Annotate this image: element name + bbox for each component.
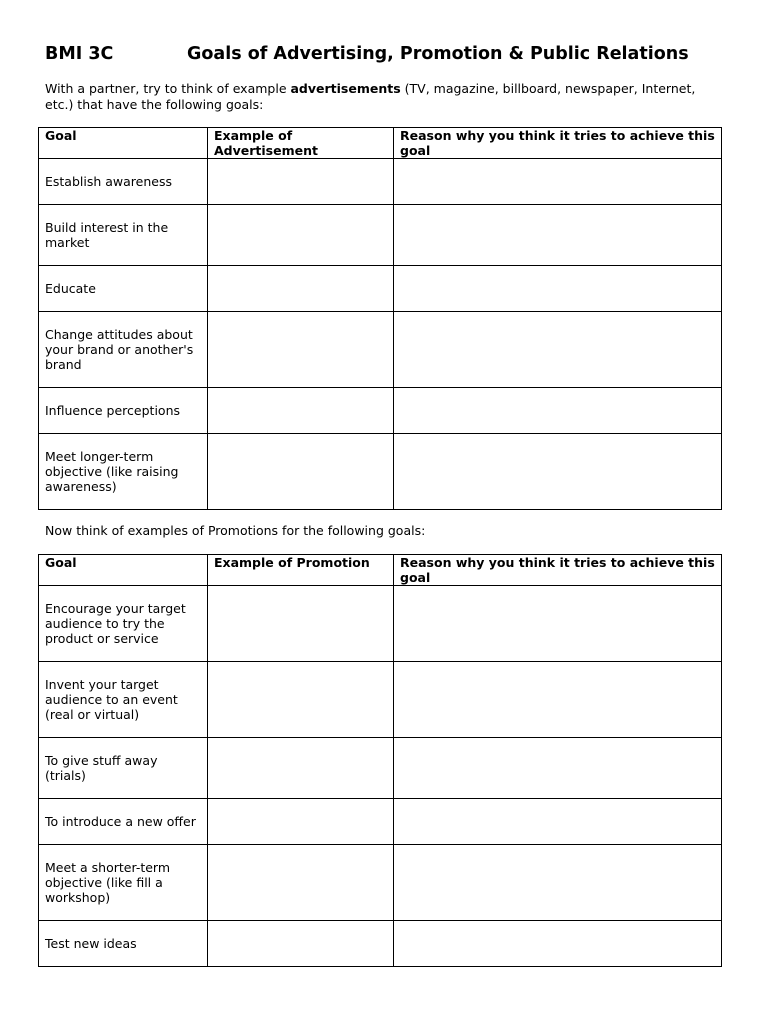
table-row xyxy=(39,921,722,967)
header-example: Example of Promotion xyxy=(208,555,394,586)
example-input-cell[interactable] xyxy=(208,662,394,738)
reason-input-cell[interactable] xyxy=(394,266,722,312)
example-input-cell[interactable] xyxy=(208,738,394,799)
header-goal: Goal xyxy=(39,128,208,159)
table-row xyxy=(39,312,722,388)
example-input-cell[interactable] xyxy=(208,266,394,312)
header-reason: Reason why you think it tries to achieve this goal xyxy=(394,128,722,159)
reason-input-cell[interactable] xyxy=(394,205,722,266)
intro-text-end: (TV, magazine, billboard, newspaper, Internet, etc.) that have the following goals: xyxy=(45,81,696,112)
reason-input-cell[interactable] xyxy=(394,388,722,434)
page-title: Goals of Advertising, Promotion & Public Relations xyxy=(187,44,689,64)
goal-cell: Meet a shorter-term objective (like fill a workshop) xyxy=(39,845,208,921)
intro-paragraph xyxy=(45,81,725,113)
header-example: Example of Advertisement xyxy=(208,128,394,159)
goal-cell: Influence perceptions xyxy=(39,388,208,434)
example-input-cell[interactable] xyxy=(208,159,394,205)
goal-cell: Invent your target audience to an event (real or virtual) xyxy=(39,662,208,738)
table-row xyxy=(39,662,722,738)
promotion-goals-table xyxy=(38,554,722,967)
reason-input-cell[interactable] xyxy=(394,586,722,662)
table-row xyxy=(39,205,722,266)
example-input-cell[interactable] xyxy=(208,205,394,266)
example-input-cell[interactable] xyxy=(208,434,394,510)
goal-cell: Build interest in the market xyxy=(39,205,208,266)
intro-text-start: With a partner, try to think of example xyxy=(45,81,291,96)
table-row xyxy=(39,799,722,845)
reason-input-cell[interactable] xyxy=(394,312,722,388)
reason-input-cell[interactable] xyxy=(394,799,722,845)
table-header-row xyxy=(39,128,722,159)
table-row xyxy=(39,388,722,434)
example-input-cell[interactable] xyxy=(208,921,394,967)
reason-input-cell[interactable] xyxy=(394,662,722,738)
table-row xyxy=(39,434,722,510)
intro-bold-word: advertisements xyxy=(290,81,401,96)
promotions-intro: Now think of examples of Promotions for the following goals: xyxy=(45,523,426,538)
reason-input-cell[interactable] xyxy=(394,921,722,967)
reason-input-cell[interactable] xyxy=(394,845,722,921)
example-input-cell[interactable] xyxy=(208,845,394,921)
header-reason: Reason why you think it tries to achieve this goal xyxy=(394,555,722,586)
goal-cell: Encourage your target audience to try the product or service xyxy=(39,586,208,662)
example-input-cell[interactable] xyxy=(208,312,394,388)
table-row xyxy=(39,159,722,205)
table-header-row xyxy=(39,555,722,586)
page-header xyxy=(45,44,689,64)
reason-input-cell[interactable] xyxy=(394,738,722,799)
reason-input-cell[interactable] xyxy=(394,159,722,205)
example-input-cell[interactable] xyxy=(208,799,394,845)
table-row xyxy=(39,845,722,921)
goal-cell: To give stuff away (trials) xyxy=(39,738,208,799)
goal-cell: Change attitudes about your brand or another's brand xyxy=(39,312,208,388)
table-row xyxy=(39,738,722,799)
goal-cell: Meet longer-term objective (like raising awareness) xyxy=(39,434,208,510)
header-goal: Goal xyxy=(39,555,208,586)
reason-input-cell[interactable] xyxy=(394,434,722,510)
goal-cell: Establish awareness xyxy=(39,159,208,205)
advertising-goals-table xyxy=(38,127,722,510)
table-row xyxy=(39,266,722,312)
course-code: BMI 3C xyxy=(45,44,114,64)
goal-cell: To introduce a new offer xyxy=(39,799,208,845)
goal-cell: Educate xyxy=(39,266,208,312)
table-row xyxy=(39,586,722,662)
example-input-cell[interactable] xyxy=(208,586,394,662)
goal-cell: Test new ideas xyxy=(39,921,208,967)
example-input-cell[interactable] xyxy=(208,388,394,434)
